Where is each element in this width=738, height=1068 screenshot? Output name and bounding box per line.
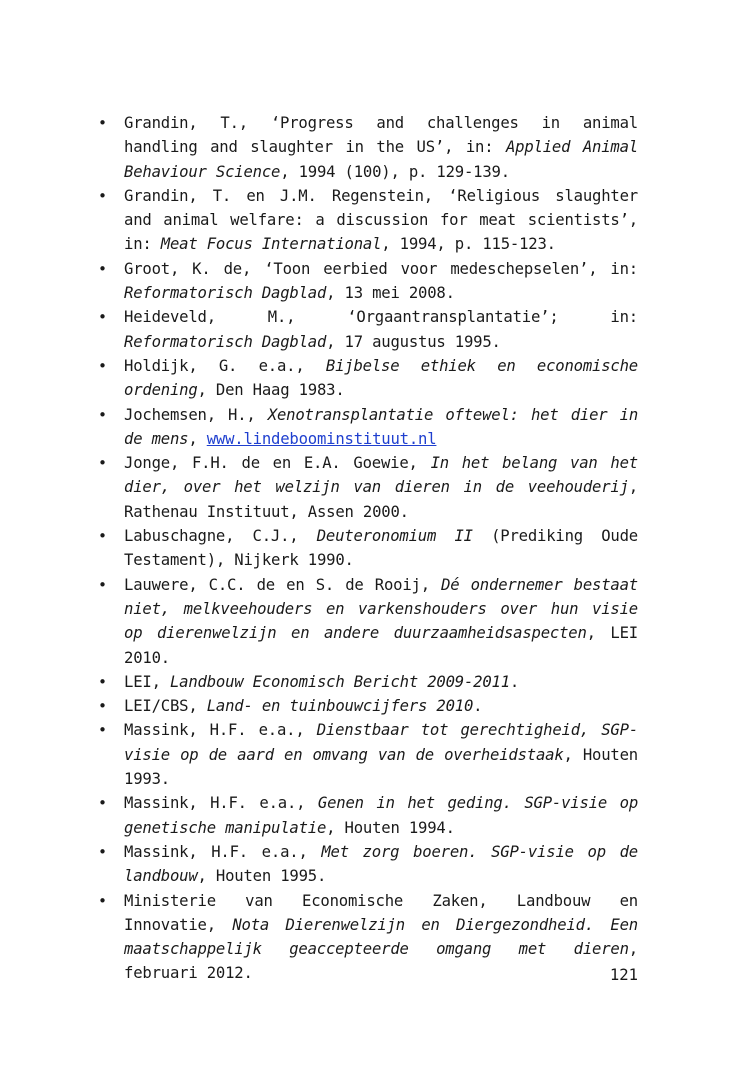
- reference-item: [98, 840, 638, 889]
- reference-text: ,: [188, 429, 207, 448]
- bullet-icon: •: [98, 405, 107, 424]
- reference-text: .: [509, 672, 520, 691]
- reference-item: [98, 403, 638, 452]
- reference-text: Massink, H.F. e.a.,: [124, 794, 318, 813]
- reference-item: [98, 184, 638, 257]
- reference-title: Dienstbaar tot gerechtigheid, SGP-visie op de aard en omvang van de overheidstaak: [124, 721, 639, 764]
- reference-text: Ministerie van Economische Zaken, Landbouw en Innovatie,: [124, 891, 638, 934]
- bullet-icon: •: [98, 794, 107, 813]
- page-number: 121: [609, 966, 638, 984]
- reference-item: [98, 670, 638, 694]
- reference-text: LEI/CBS,: [124, 697, 207, 716]
- reference-title: Xenotransplantatie oftewel: het dier in de mens: [124, 405, 639, 448]
- reference-text: Jochemsen, H.,: [124, 405, 268, 424]
- reference-item: [98, 889, 638, 986]
- reference-text: Holdijk, G. e.a.,: [124, 356, 326, 375]
- reference-title: Land- en tuinbouwcijfers 2010: [206, 697, 474, 716]
- reference-item: [98, 573, 638, 670]
- reference-text: , februari 2012.: [124, 940, 638, 983]
- bullet-icon: •: [98, 891, 107, 910]
- reference-title: Bijbelse ethiek en economische ordening: [124, 356, 638, 400]
- reference-text: .: [473, 697, 483, 716]
- bullet-icon: •: [98, 672, 107, 691]
- reference-item: [98, 524, 638, 573]
- reference-text: , 1994, p. 115-123.: [381, 235, 556, 254]
- reference-title: Deuteronomium II: [316, 527, 473, 546]
- bullet-icon: •: [98, 259, 107, 278]
- reference-title: Landbouw Economisch Bericht 2009-2011: [169, 672, 510, 691]
- reference-item: [98, 305, 638, 354]
- bullet-icon: •: [98, 454, 107, 473]
- reference-text: Groot, K. de, ‘Toon eerbied voor medeschepselen’, in:: [124, 259, 638, 278]
- reference-title: In het belang van het dier, over het welzijn van dieren in de veehouderij: [124, 454, 638, 497]
- reference-text: , Rathenau Instituut, Assen 2000.: [124, 478, 638, 521]
- bullet-icon: •: [98, 356, 107, 375]
- reference-text: Massink, H.F. e.a.,: [124, 842, 322, 861]
- reference-text: Grandin, T., ‘Progress and challenges in animal handling and slaughter in the US’, in:: [124, 114, 638, 157]
- reference-text: , LEI 2010.: [124, 624, 638, 667]
- reference-text: Lauwere, C.C. de en S. de Rooij,: [124, 575, 442, 594]
- reference-title: Dé ondernemer bestaat niet, melkveehouders en varkenshouders over hun visie op dierenwelzijn en andere duurzaamheidsaspecten: [124, 575, 638, 643]
- reference-item: [98, 694, 638, 718]
- reference-item: [98, 451, 638, 524]
- reference-text: , 1994 (100), p. 129-139.: [280, 162, 510, 181]
- bullet-icon: •: [98, 697, 107, 716]
- reference-text: (Prediking Oude Testament), Nijkerk 1990.: [124, 527, 638, 570]
- reference-text: Jonge, F.H. de en E.A. Goewie,: [124, 454, 431, 473]
- reference-text: , Houten 1995.: [197, 867, 327, 886]
- bullet-icon: •: [98, 527, 107, 546]
- reference-title: Genen in het geding. SGP-visie op genetische manipulatie: [124, 794, 639, 837]
- reference-text: , 17 augustus 1995.: [326, 332, 501, 351]
- reference-text: Labuschagne, C.J.,: [124, 527, 317, 546]
- reference-list: [98, 111, 638, 986]
- reference-item: [98, 718, 638, 791]
- reference-title: Meat Focus International: [160, 235, 382, 254]
- reference-text: LEI,: [124, 672, 170, 691]
- reference-text: Grandin, T. en J.M. Regenstein, ‘Religious slaughter and animal welfare: a discussion for meat scientists’, in:: [124, 186, 638, 254]
- reference-text: , Den Haag 1983.: [197, 381, 345, 400]
- bullet-icon: •: [98, 186, 107, 205]
- bullet-icon: •: [98, 842, 107, 861]
- reference-link[interactable]: www.lindeboominstituut.nl: [206, 429, 437, 448]
- bullet-icon: •: [98, 308, 107, 327]
- reference-item: [98, 111, 638, 184]
- reference-title: Nota Dierenwelzijn en Diergezondheid. Een maatschappelijk geaccepteerde omgang met dieren: [124, 915, 638, 959]
- reference-text: , Houten 1994.: [326, 818, 455, 837]
- bullet-icon: •: [98, 575, 107, 594]
- reference-text: Heideveld, M., ‘Orgaantransplantatie’; in:: [124, 308, 638, 327]
- reference-title: Reformatorisch Dagblad: [124, 332, 327, 351]
- reference-title: Reformatorisch Dagblad: [124, 284, 327, 303]
- bullet-icon: •: [98, 721, 107, 740]
- reference-item: [98, 791, 638, 840]
- reference-title: Applied Animal Behaviour Science: [124, 138, 638, 181]
- reference-title: Met zorg boeren. SGP-visie op de landbouw: [124, 842, 638, 886]
- reference-item: [98, 354, 638, 403]
- reference-item: [98, 257, 638, 306]
- bullet-icon: •: [98, 114, 107, 132]
- reference-text: , 13 mei 2008.: [326, 284, 455, 303]
- reference-text: , Houten 1993.: [124, 745, 638, 789]
- reference-text: Massink, H.F. e.a.,: [124, 721, 317, 740]
